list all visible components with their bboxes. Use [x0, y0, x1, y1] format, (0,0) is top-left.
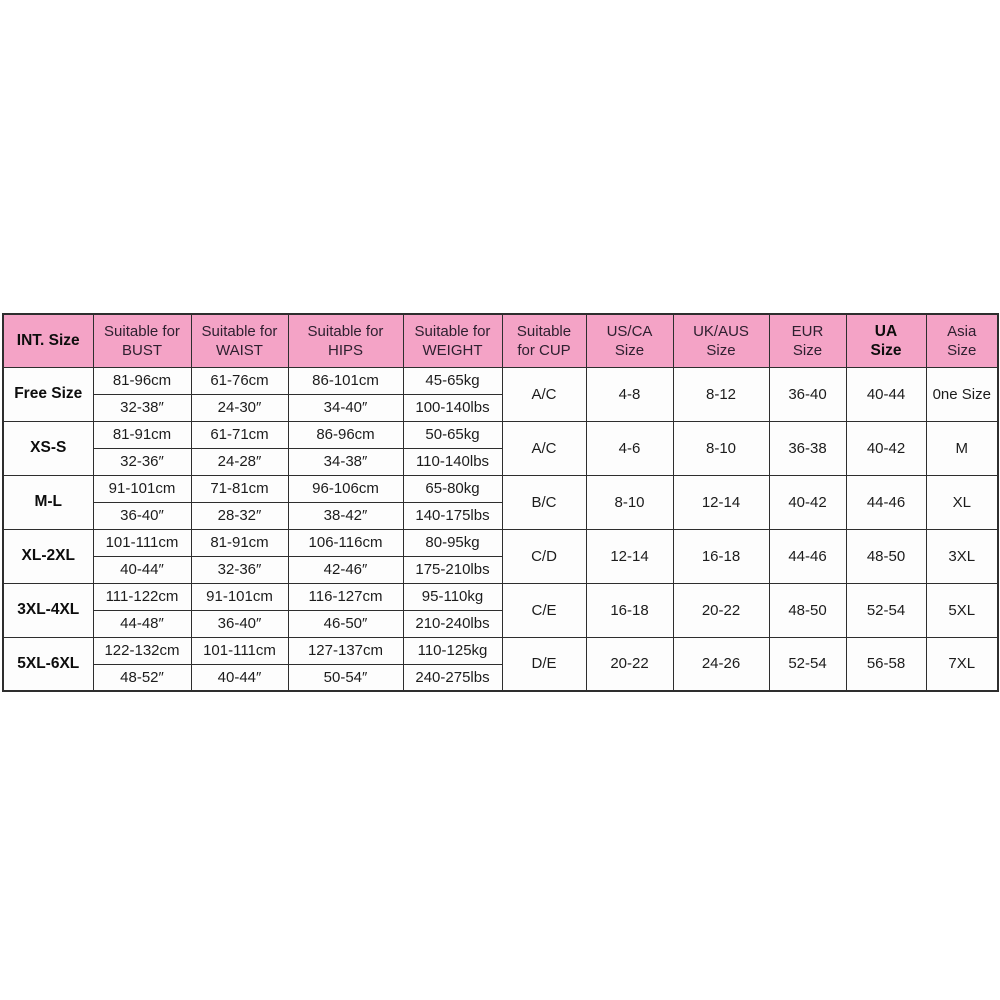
- cell-bust-cm: 101-111cm: [93, 529, 191, 556]
- cell-weight-lbs: 100-140lbs: [403, 394, 502, 421]
- header-label: EUR: [791, 322, 824, 340]
- header-label: Size: [706, 341, 736, 359]
- cell-eur: 44-46: [769, 529, 846, 583]
- cell-waist-in: 28-32″: [191, 502, 288, 529]
- cell-bust-cm: 81-91cm: [93, 421, 191, 448]
- cell-asia: 5XL: [926, 583, 998, 637]
- cell-us-ca: 8-10: [586, 475, 673, 529]
- header-label: Suitable for: [414, 322, 491, 340]
- header-label: Size: [870, 341, 902, 359]
- cell-waist-in: 40-44″: [191, 664, 288, 691]
- header-cell-int-size: [3, 314, 93, 367]
- header-cell-waist: [191, 314, 288, 367]
- header-label: Suitable for: [104, 322, 180, 340]
- cell-eur: 48-50: [769, 583, 846, 637]
- cell-cup: D/E: [502, 637, 586, 691]
- header-cell-asia: [926, 314, 998, 367]
- cell-uk-aus: 8-12: [673, 367, 769, 421]
- cell-eur: 52-54: [769, 637, 846, 691]
- cell-eur: 36-40: [769, 367, 846, 421]
- cell-weight-kg: 50-65kg: [403, 421, 502, 448]
- int-size-cell: XS-S: [3, 421, 93, 475]
- cell-eur: 40-42: [769, 475, 846, 529]
- cell-ua: 56-58: [846, 637, 926, 691]
- header-cell-uk-aus: [673, 314, 769, 367]
- cell-weight-kg: 80-95kg: [403, 529, 502, 556]
- cell-waist-cm: 91-101cm: [191, 583, 288, 610]
- cell-asia: 3XL: [926, 529, 998, 583]
- cell-us-ca: 20-22: [586, 637, 673, 691]
- header-label: WEIGHT: [422, 341, 483, 359]
- header-label: for CUP: [517, 341, 571, 359]
- header-label: Asia: [947, 322, 977, 340]
- header-label: UA: [874, 322, 898, 340]
- cell-ua: 52-54: [846, 583, 926, 637]
- cell-eur: 36-38: [769, 421, 846, 475]
- cell-hips-cm: 127-137cm: [288, 637, 403, 664]
- cell-hips-cm: 96-106cm: [288, 475, 403, 502]
- header-label: Size: [947, 341, 977, 359]
- cell-cup: B/C: [502, 475, 586, 529]
- header-label: WAIST: [216, 341, 263, 359]
- cell-hips-in: 50-54″: [288, 664, 403, 691]
- cell-bust-in: 40-44″: [93, 556, 191, 583]
- cell-hips-in: 34-40″: [288, 394, 403, 421]
- cell-weight-lbs: 175-210lbs: [403, 556, 502, 583]
- cell-asia: XL: [926, 475, 998, 529]
- table-row: [3, 529, 998, 556]
- header-cell-ua: [846, 314, 926, 367]
- cell-us-ca: 4-8: [586, 367, 673, 421]
- cell-waist-cm: 71-81cm: [191, 475, 288, 502]
- cell-hips-in: 42-46″: [288, 556, 403, 583]
- cell-hips-in: 38-42″: [288, 502, 403, 529]
- cell-bust-in: 44-48″: [93, 610, 191, 637]
- cell-uk-aus: 16-18: [673, 529, 769, 583]
- cell-uk-aus: 8-10: [673, 421, 769, 475]
- cell-bust-cm: 122-132cm: [93, 637, 191, 664]
- cell-asia: M: [926, 421, 998, 475]
- cell-waist-in: 32-36″: [191, 556, 288, 583]
- cell-bust-in: 48-52″: [93, 664, 191, 691]
- header-label: BUST: [121, 341, 162, 359]
- cell-uk-aus: 20-22: [673, 583, 769, 637]
- table-row: [3, 475, 998, 502]
- cell-bust-cm: 81-96cm: [93, 367, 191, 394]
- cell-bust-in: 36-40″: [93, 502, 191, 529]
- cell-waist-cm: 101-111cm: [191, 637, 288, 664]
- cell-weight-kg: 95-110kg: [403, 583, 502, 610]
- cell-ua: 48-50: [846, 529, 926, 583]
- cell-hips-in: 34-38″: [288, 448, 403, 475]
- header-cell-eur: [769, 314, 846, 367]
- cell-cup: C/E: [502, 583, 586, 637]
- cell-us-ca: 12-14: [586, 529, 673, 583]
- cell-us-ca: 16-18: [586, 583, 673, 637]
- cell-weight-lbs: 140-175lbs: [403, 502, 502, 529]
- cell-waist-in: 24-28″: [191, 448, 288, 475]
- int-size-cell: 3XL-4XL: [3, 583, 93, 637]
- header-cell-us-ca: [586, 314, 673, 367]
- int-size-cell: XL-2XL: [3, 529, 93, 583]
- cell-weight-lbs: 210-240lbs: [403, 610, 502, 637]
- cell-ua: 40-44: [846, 367, 926, 421]
- cell-uk-aus: 24-26: [673, 637, 769, 691]
- header-label: US/CA: [606, 322, 653, 340]
- cell-bust-cm: 111-122cm: [93, 583, 191, 610]
- size-chart-table: [2, 313, 999, 692]
- cell-waist-in: 24-30″: [191, 394, 288, 421]
- table-row: [3, 637, 998, 664]
- cell-hips-in: 46-50″: [288, 610, 403, 637]
- cell-hips-cm: 86-96cm: [288, 421, 403, 448]
- cell-bust-in: 32-36″: [93, 448, 191, 475]
- cell-weight-lbs: 240-275lbs: [403, 664, 502, 691]
- header-cell-weight: [403, 314, 502, 367]
- cell-bust-cm: 91-101cm: [93, 475, 191, 502]
- cell-weight-kg: 45-65kg: [403, 367, 502, 394]
- int-size-cell: M-L: [3, 475, 93, 529]
- cell-waist-in: 36-40″: [191, 610, 288, 637]
- int-size-cell: 5XL-6XL: [3, 637, 93, 691]
- cell-hips-cm: 116-127cm: [288, 583, 403, 610]
- cell-waist-cm: 81-91cm: [191, 529, 288, 556]
- cell-hips-cm: 106-116cm: [288, 529, 403, 556]
- cell-cup: A/C: [502, 421, 586, 475]
- header-label: Suitable: [516, 322, 572, 340]
- cell-weight-lbs: 110-140lbs: [403, 448, 502, 475]
- table-row: [3, 583, 998, 610]
- cell-uk-aus: 12-14: [673, 475, 769, 529]
- cell-ua: 44-46: [846, 475, 926, 529]
- cell-asia: 0ne Size: [926, 367, 998, 421]
- cell-cup: C/D: [502, 529, 586, 583]
- header-label: INT. Size: [16, 332, 80, 350]
- cell-ua: 40-42: [846, 421, 926, 475]
- header-cell-hips: [288, 314, 403, 367]
- header-label: Size: [792, 341, 823, 359]
- cell-us-ca: 4-6: [586, 421, 673, 475]
- int-size-cell: Free Size: [3, 367, 93, 421]
- header-cell-bust: [93, 314, 191, 367]
- cell-bust-in: 32-38″: [93, 394, 191, 421]
- cell-hips-cm: 86-101cm: [288, 367, 403, 394]
- cell-waist-cm: 61-76cm: [191, 367, 288, 394]
- header-label: HIPS: [327, 341, 363, 359]
- header-cell-cup: [502, 314, 586, 367]
- header-label: UK/AUS: [693, 322, 749, 340]
- table-row: [3, 421, 998, 448]
- header-label: Suitable for: [201, 322, 278, 340]
- cell-asia: 7XL: [926, 637, 998, 691]
- cell-weight-kg: 65-80kg: [403, 475, 502, 502]
- table-row: [3, 367, 998, 394]
- cell-weight-kg: 110-125kg: [403, 637, 502, 664]
- cell-waist-cm: 61-71cm: [191, 421, 288, 448]
- cell-cup: A/C: [502, 367, 586, 421]
- header-row: [3, 314, 998, 367]
- header-label: Size: [614, 341, 645, 359]
- header-label: Suitable for: [307, 322, 384, 340]
